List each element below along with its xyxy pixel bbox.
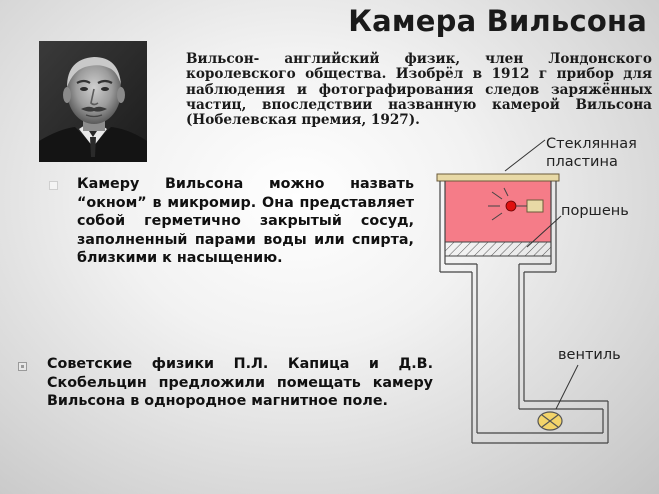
bullet-text-magnetic: Советские физики П.Л. Капица и Д.В. Скобельцин предложили помещать камеру Вильсона в однородное магнитное поле. <box>47 356 433 410</box>
glass-plate <box>437 174 559 181</box>
label-valve: вентиль <box>558 347 621 363</box>
bullet-text-window: Камеру Вильсона можно назвать “окном” в микромир. Она представляет собой герметично закрытый сосуд, заполненный парами воды или спирта, близкими к насыщению. <box>77 176 414 267</box>
radioactive-source <box>506 201 516 211</box>
slide-title: Камера Вильсона <box>348 4 647 38</box>
pointer-glass <box>505 140 545 171</box>
source-holder <box>527 200 543 212</box>
label-piston: поршень <box>561 203 629 219</box>
bio-paragraph: Вильсон- английский физик, член Лондонского королевского общества. Изобрёл в 1912 г прибор для наблюдения и фотографирования следов заряжённых частиц, впоследствии названную камерой Вильсона (Нобелевская премия, 1927). <box>186 51 652 129</box>
label-glass-plate: Стеклянная пластина <box>546 136 637 170</box>
pointer-valve <box>556 365 578 409</box>
piston <box>445 242 551 256</box>
